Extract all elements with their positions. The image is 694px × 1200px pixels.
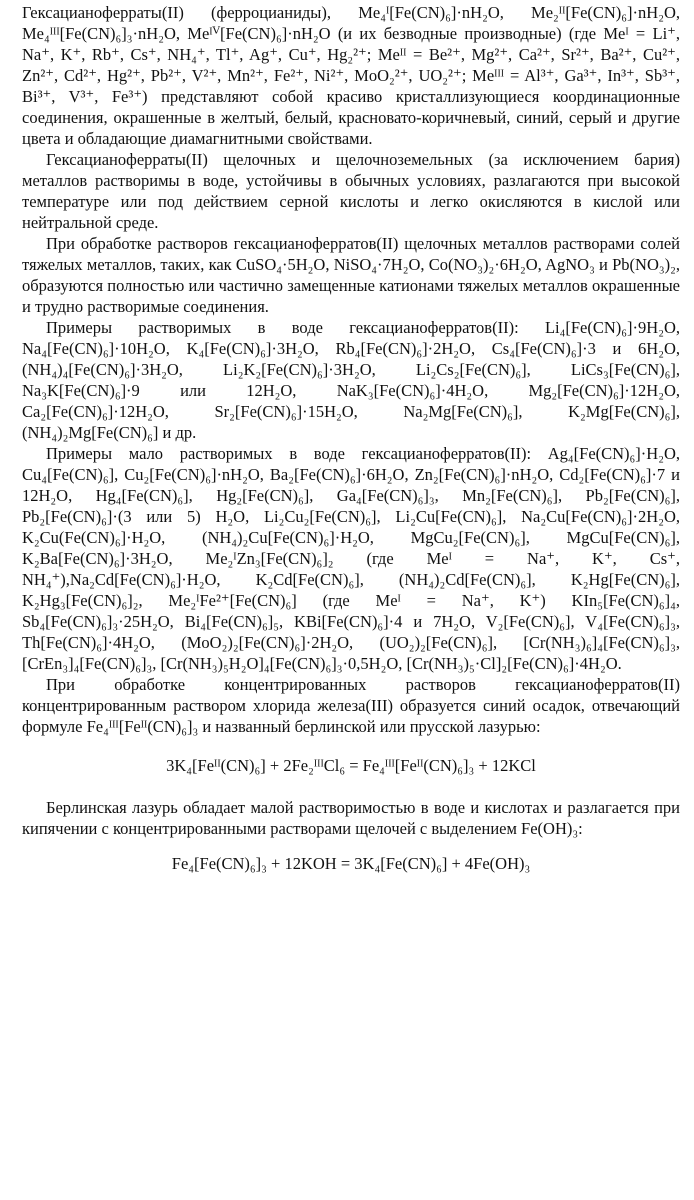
equation-prussian-blue: 3K₄[Feᴵᴵ(CN)₆] + 2Fe₂ᴵᴵᴵCl₆ = Fe₄ᴵᴵᴵ[Feᴵᴵ(CN)₆]₃ + 12KCl xyxy=(166,756,536,775)
paragraph-heavy-metal-treatment: При обработке растворов гексацианоферратов(II) щелочных металлов растворами солей тяжелых металлов, таких, как CuSO₄·5H₂O, NiSO₄·7H₂O, Co(NO₃)₂·6H₂O, AgNO₃ и Pb(NO₃)₂, образуются полностью или частично замещенные катионами тяжелых металлов окрашенные и трудно растворимые соединения. xyxy=(22,234,680,316)
paragraph-soluble-alkali: Гексацианоферраты(II) щелочных и щелочноземельных (за исключением бария) металлов растворимы в воде, устойчивы в обычных условиях, разлагаются при высокой температуре или под действием серной кислоты и легко окисляются в кислой или нейтральной среде. xyxy=(22,150,680,232)
paragraph-insoluble-examples: Примеры мало растворимых в воде гексацианоферратов(II): Ag₄[Fe(CN)₆]·H₂O, Cu₄[Fe(CN)₆], Cu₂[Fe(CN)₆]·nH₂O, Ba₂[Fe(CN)₆]·6H₂O, Zn₂[Fe(CN)₆]·nH₂O, Cd₂[Fe(CN)₆]·7 и 12H₂O, Hg₄[Fe(CN)₆], Hg₂[Fe(CN)₆], Ga₄[Fe(CN)₆]₃, Mn₂[Fe(CN)₆], Pb₂[Fe(CN)₆], Pb₂[Fe(CN)₆]·(3 или 5) H₂O, Li₂Cu₂[Fe(CN)₆], Li₂Cu[Fe(CN)₆], Na₂Cu[Fe(CN)₆]·2H₂O, K₂Cu(Fe(CN)₆]·H₂O, (NH₄)₂Cu[Fe(CN)₆]·H₂O, MgCu₂[Fe(CN)₆], MgCu[Fe(CN)₆], K₂Ba[Fe(CN)₆]·3H₂O, Me₂ᴵZn₃[Fe(CN)₆]₂ (где Meᴵ = Na⁺, K⁺, Cs⁺, NH₄⁺),Na₂Cd[Fe(CN)₆]·H₂O, K₂Cd[Fe(CN)₆], (NH₄)₂Cd[Fe(CN)₆], K₂Hg[Fe(CN)₆], K₂Hg₃[Fe(CN)₆]₂, Me₂ᴵFe²⁺[Fe(CN)₆] (где Meᴵ = Na⁺, K⁺) KIn₅[Fe(CN)₆]₄, Sb₄[Fe(CN)₆]₃·25H₂O, Bi₄[Fe(CN)₆]₅, KBi[Fe(CN)₆]·4 и 7H₂O, V₂[Fe(CN)₆], V₄[Fe(CN)₆]₃, Th[Fe(CN)₆]·4H₂O, (MoO₂)₂[Fe(CN)₆]·2H₂O, (UO₂)₂[Fe(CN)₆], [Cr(NH₃)₆]₄[Fe(CN)₆]₃, [CrEn₃]₄[Fe(CN)₆]₃, [Cr(NH₃)₅H₂O]₄[Fe(CN)₆]₃·0,5H₂O, [Cr(NH₃)₅·Cl]₂[Fe(CN)₆]·4H₂O. xyxy=(22,444,680,673)
paragraph-intro: Гексацианоферраты(II) (ферроцианиды), Me₄ᴵ[Fe(CN)₆]·nH₂O, Me₂ᴵᴵ[Fe(CN)₆]·nH₂O, Me₄ᴵᴵᴵ[Fe(CN)₆]₃·nH₂O, Meᴵⱽ[Fe(CN)₆]·nH₂O (и их безводные производные) (где Meᴵ = Li⁺, Na⁺, K⁺, Rb⁺, Cs⁺, NH₄⁺, Tl⁺, Ag⁺, Cu⁺, Hg₂²⁺; Meᴵᴵ = Be²⁺, Mg²⁺, Ca²⁺, Sr²⁺, Ba²⁺, Cu²⁺, Zn²⁺, Cd²⁺, Hg²⁺, Pb²⁺, V²⁺, Mn²⁺, Fe²⁺, Ni²⁺, MoO₂²⁺, UO₂²⁺; Meᴵᴵᴵ = Al³⁺, Ga³⁺, In³⁺, Sb³⁺, Bi³⁺, V³⁺, Fe³⁺) представляют собой красиво кристаллизующиеся координационные соединения, окрашенные в желтый, белый, красновато-коричневый, синий, серый и другие цвета и обладающие диамагнитными свойствами. xyxy=(22,3,680,148)
paragraph-prussian-blue: При обработке концентрированных растворов гексацианоферратов(II) концентрированным раствором хлорида железа(III) образуется синий осадок, отвечающий формуле Fe₄ᴵᴵᴵ[Feᴵᴵ(CN)₆]₃ и названный берлинской или прусской лазурью: xyxy=(22,675,680,736)
equation-decomposition: Fe₄[Fe(CN)₆]₃ + 12KOH = 3K₄[Fe(CN)₆] + 4Fe(OH)₃ xyxy=(171,854,531,873)
paragraph-decomposition: Берлинская лазурь обладает малой растворимостью в воде и кислотах и разлагается при кипячении с концентрированными растворами щелочей с выделением Fe(OH)₃: xyxy=(22,798,680,838)
paragraph-soluble-examples: Примеры растворимых в воде гексацианоферратов(II): Li₄[Fe(CN)₆]·9H₂O, Na₄[Fe(CN)₆]·10H₂O, K₄[Fe(CN)₆]·3H₂O, Rb₄[Fe(CN)₆]·2H₂O, Cs₄[Fe(CN)₆]·3 и 6H₂O, (NH₄)₄[Fe(CN)₆]·3H₂O, Li₂K₂[Fe(CN)₆]·3H₂O, Li₂Cs₂[Fe(CN)₆], LiCs₃[Fe(CN)₆], Na₃K[Fe(CN)₆]·9 или 12H₂O, NaK₃[Fe(CN)₆]·4H₂O, Mg₂[Fe(CN)₆]·12H₂O, Ca₂[Fe(CN)₆]·12H₂O, Sr₂[Fe(CN)₆]·15H₂O, Na₂Mg[Fe(CN)₆], K₂Mg[Fe(CN)₆], (NH₄)₂Mg[Fe(CN)₆] и др. xyxy=(22,318,680,442)
